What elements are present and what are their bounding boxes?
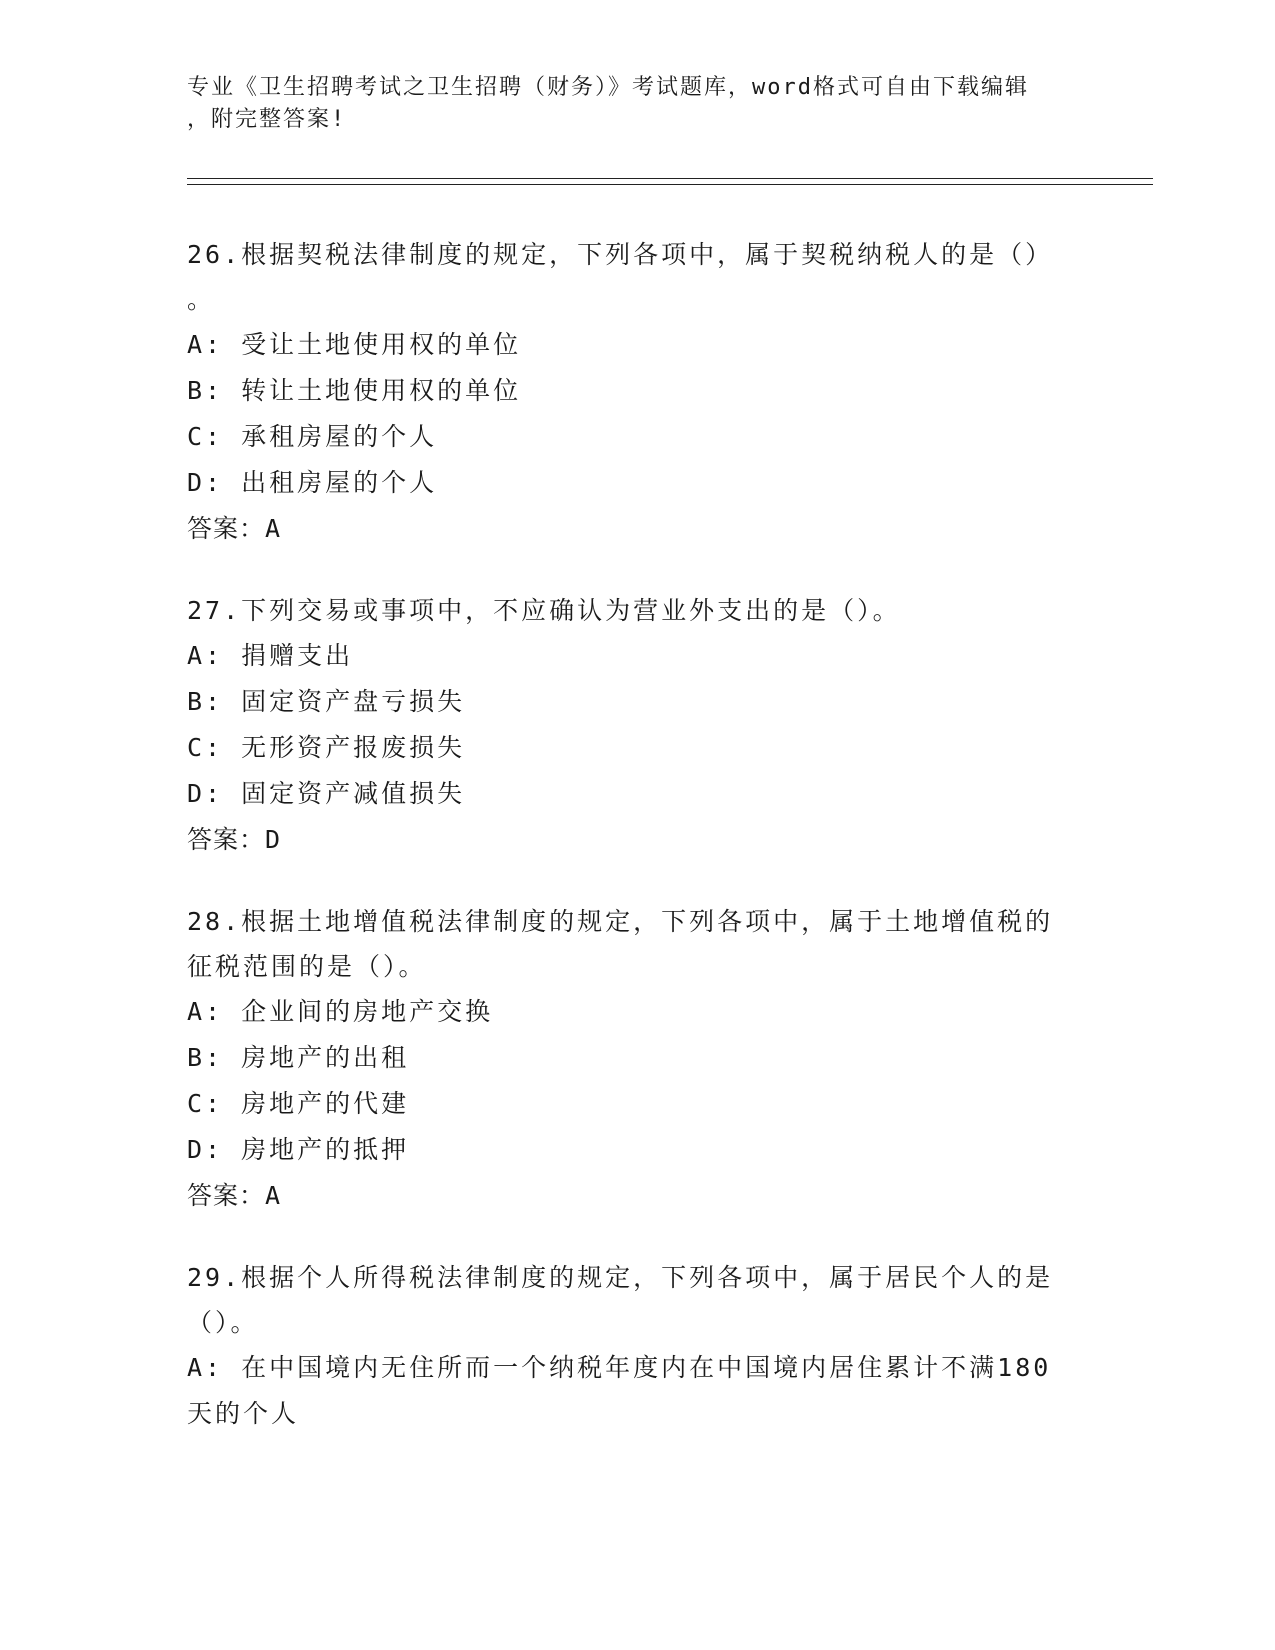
- answer-line: [187, 1173, 1067, 1219]
- answer-label: 答案：: [187, 1181, 266, 1210]
- header-divider-top: [187, 178, 1153, 179]
- question-28: [187, 899, 1067, 1219]
- answer-label: 答案：: [187, 514, 266, 543]
- option-c: C: 承租房屋的个人: [187, 422, 438, 451]
- question-29: [187, 1255, 1067, 1437]
- question-stem: 27.下列交易或事项中，不应确认为营业外支出的是（）。: [187, 596, 901, 625]
- question-list: [187, 232, 1067, 1473]
- option-d: D: 出租房屋的个人: [187, 468, 438, 497]
- question-stem: 29.根据个人所得税法律制度的规定，下列各项中，属于居民个人的是: [187, 1263, 1054, 1292]
- option-c: C: 房地产的代建: [187, 1089, 410, 1118]
- option-c: C: 无形资产报废损失: [187, 733, 466, 762]
- answer-line: [187, 506, 1067, 552]
- header-line-2: ，附完整答案!: [187, 107, 347, 132]
- option-d: D: 房地产的抵押: [187, 1135, 410, 1164]
- header-divider-bottom: [187, 184, 1153, 185]
- question-stem: 征税范围的是（）。: [187, 952, 427, 981]
- document-header: [187, 72, 1067, 136]
- question-stem: 。: [187, 285, 216, 314]
- option-a: A: 捐赠支出: [187, 641, 354, 670]
- option-a: A: 受让土地使用权的单位: [187, 330, 522, 359]
- option-b: B: 固定资产盘亏损失: [187, 687, 466, 716]
- option-a: A: 在中国境内无住所而一个纳税年度内在中国境内居住累计不满180: [187, 1353, 1052, 1382]
- question-27: [187, 588, 1067, 863]
- option-d: D: 固定资产减值损失: [187, 779, 466, 808]
- answer-value: A: [265, 514, 282, 543]
- answer-line: [187, 817, 1067, 863]
- answer-label: 答案：: [187, 825, 266, 854]
- question-stem: 28.根据土地增值税法律制度的规定，下列各项中，属于土地增值税的: [187, 907, 1054, 936]
- header-line-1: 专业《卫生招聘考试之卫生招聘（财务）》考试题库，word格式可自由下载编辑: [187, 75, 1029, 100]
- question-stem: （）。: [187, 1308, 259, 1337]
- answer-value: A: [265, 1181, 282, 1210]
- answer-value: D: [265, 825, 282, 854]
- option-b: B: 转让土地使用权的单位: [187, 376, 522, 405]
- question-26: [187, 232, 1067, 552]
- option-b: B: 房地产的出租: [187, 1043, 410, 1072]
- question-stem: 26.根据契税法律制度的规定，下列各项中，属于契税纳税人的是（）: [187, 240, 1054, 269]
- option-a-continued: 天的个人: [187, 1399, 300, 1428]
- option-a: A: 企业间的房地产交换: [187, 997, 494, 1026]
